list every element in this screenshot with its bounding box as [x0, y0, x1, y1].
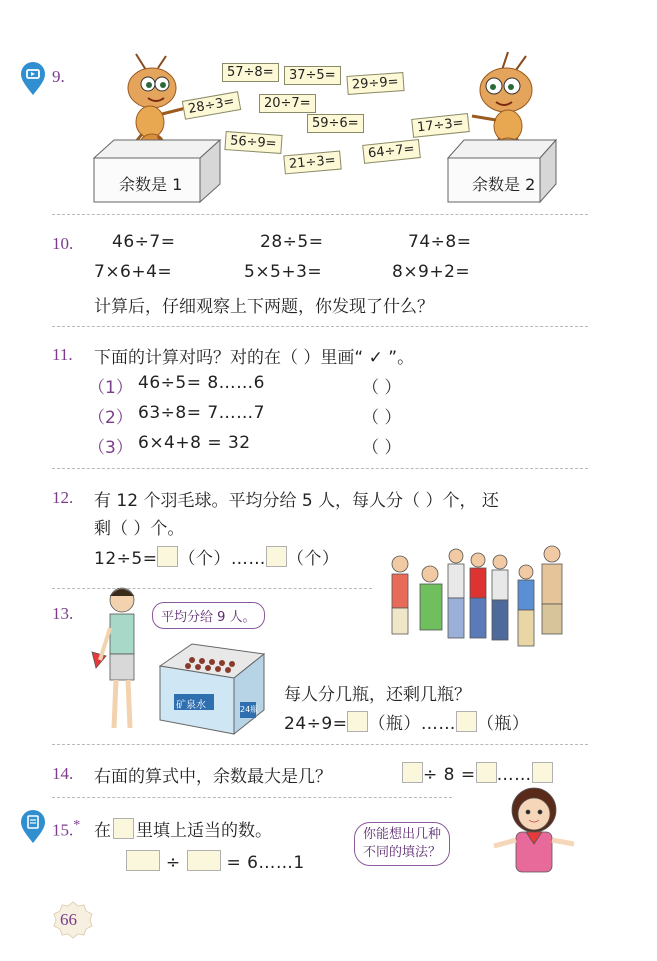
- answer-parentheses[interactable]: （ ）: [362, 438, 402, 458]
- expression: 8×9+2=: [392, 262, 471, 282]
- page-number: 66: [60, 910, 77, 929]
- division-card[interactable]: 17÷3=: [411, 113, 469, 138]
- instruction-part: 里填上适当的数。: [136, 821, 272, 841]
- speech-bubble: 平均分给 9 人。: [152, 602, 265, 629]
- hint-bubble: [354, 822, 450, 866]
- division-card[interactable]: 20÷7=: [259, 94, 316, 113]
- item-expression: 46÷5= 8……6: [138, 373, 265, 393]
- problem-13-equation: [284, 709, 529, 734]
- division-sign: ÷: [165, 853, 181, 873]
- challenge-star: *: [73, 818, 81, 833]
- problem-12-number: 12.: [52, 488, 74, 507]
- problem-14-question: 右面的算式中，余数最大是几？: [94, 767, 332, 787]
- item-label: （1）: [88, 378, 133, 398]
- problem-15-number-text: 15.: [52, 820, 74, 840]
- item-label: （3）: [88, 438, 133, 458]
- problem-11-number: 11.: [52, 345, 73, 364]
- division-card[interactable]: 59÷6=: [307, 114, 364, 133]
- problem-12-equation: [94, 544, 339, 569]
- problem-14-number: 14.: [52, 764, 74, 783]
- divider: [52, 214, 588, 215]
- equation-unit: （个）……: [178, 549, 266, 569]
- equation-lhs: 24÷9=: [284, 714, 348, 734]
- teacher-illustration: [86, 580, 152, 740]
- expression: 28÷5=: [260, 232, 324, 252]
- problem-13-number: 13.: [52, 604, 74, 623]
- expression: 46÷7=: [112, 232, 176, 252]
- problem-15-equation: [126, 850, 305, 873]
- equation-divisor: ÷ 8 =: [423, 765, 476, 785]
- instruction-part: 在: [94, 821, 111, 841]
- problem-10-question: 计算后，仔细观察上下两题，你发现了什么？: [94, 297, 434, 317]
- example-box: [113, 818, 134, 839]
- problem-13-question: 每人分几瓶，还剩几瓶？: [284, 685, 471, 705]
- item-expression: 63÷8= 7……7: [138, 403, 265, 423]
- equation-lhs: 12÷5=: [94, 549, 158, 569]
- answer-box[interactable]: [157, 546, 178, 567]
- answer-parentheses[interactable]: （ ）: [362, 408, 402, 428]
- divider: [52, 797, 452, 798]
- division-card[interactable]: 64÷7=: [362, 139, 420, 164]
- equation-unit: （个）: [286, 549, 340, 569]
- divider: [52, 744, 588, 745]
- problem-9-number: 9.: [52, 67, 65, 86]
- video-tab-icon: [20, 62, 46, 96]
- equation-rhs: = 6……1: [226, 853, 305, 873]
- crate-count: 24瓶: [240, 705, 259, 714]
- divider: [52, 326, 588, 327]
- problem-10-number: 10.: [52, 234, 74, 253]
- problem-12-line-1: 有 12 个羽毛球。平均分给 5 人，每人分（ ）个， 还: [94, 491, 499, 511]
- division-card[interactable]: 28÷3=: [182, 91, 241, 120]
- division-card[interactable]: 57÷8=: [222, 63, 279, 82]
- crate-label: 矿泉水: [176, 700, 206, 711]
- water-crate-illustration: [152, 636, 270, 740]
- box-right-label: 余数是 2: [472, 175, 536, 194]
- answer-box[interactable]: [266, 546, 287, 567]
- division-card[interactable]: 21÷3=: [283, 151, 341, 175]
- hint-line: 不同的填法？: [363, 845, 442, 860]
- group-of-people-illustration: [380, 540, 576, 676]
- problem-11-prompt: 下面的计算对吗？对的在（ ）里画“ ✓ ”。: [94, 348, 415, 368]
- girl-illustration: [486, 782, 582, 882]
- equation-ellipsis: ……: [496, 765, 532, 785]
- item-expression: 6×4+8 = 32: [138, 433, 251, 453]
- answer-box[interactable]: [347, 711, 368, 732]
- answer-box[interactable]: [126, 850, 160, 871]
- divider: [52, 468, 588, 469]
- problem-15-instruction: [94, 816, 272, 841]
- answer-box[interactable]: [402, 762, 423, 783]
- expression: 7×6+4=: [94, 262, 173, 282]
- expression: 5×5+3=: [244, 262, 323, 282]
- item-label: （2）: [88, 408, 133, 428]
- division-card[interactable]: 56÷9=: [224, 131, 282, 154]
- equation-unit: （瓶）……: [368, 714, 456, 734]
- division-card[interactable]: 37÷5=: [284, 66, 341, 85]
- problem-15-number: [52, 818, 80, 841]
- answer-parentheses[interactable]: （ ）: [362, 378, 402, 398]
- answer-box[interactable]: [532, 762, 553, 783]
- answer-box[interactable]: [476, 762, 497, 783]
- equation-unit: （瓶）: [476, 714, 530, 734]
- hint-line: 你能想出几种: [363, 827, 442, 842]
- division-card[interactable]: 29÷9=: [346, 72, 404, 95]
- expression: 74÷8=: [408, 232, 472, 252]
- problem-12-line-2: 剩（ ）个。: [94, 519, 185, 539]
- box-left-label: 余数是 1: [119, 175, 183, 194]
- answer-box[interactable]: [187, 850, 221, 871]
- answer-box[interactable]: [456, 711, 477, 732]
- document-tab-icon: [20, 810, 46, 844]
